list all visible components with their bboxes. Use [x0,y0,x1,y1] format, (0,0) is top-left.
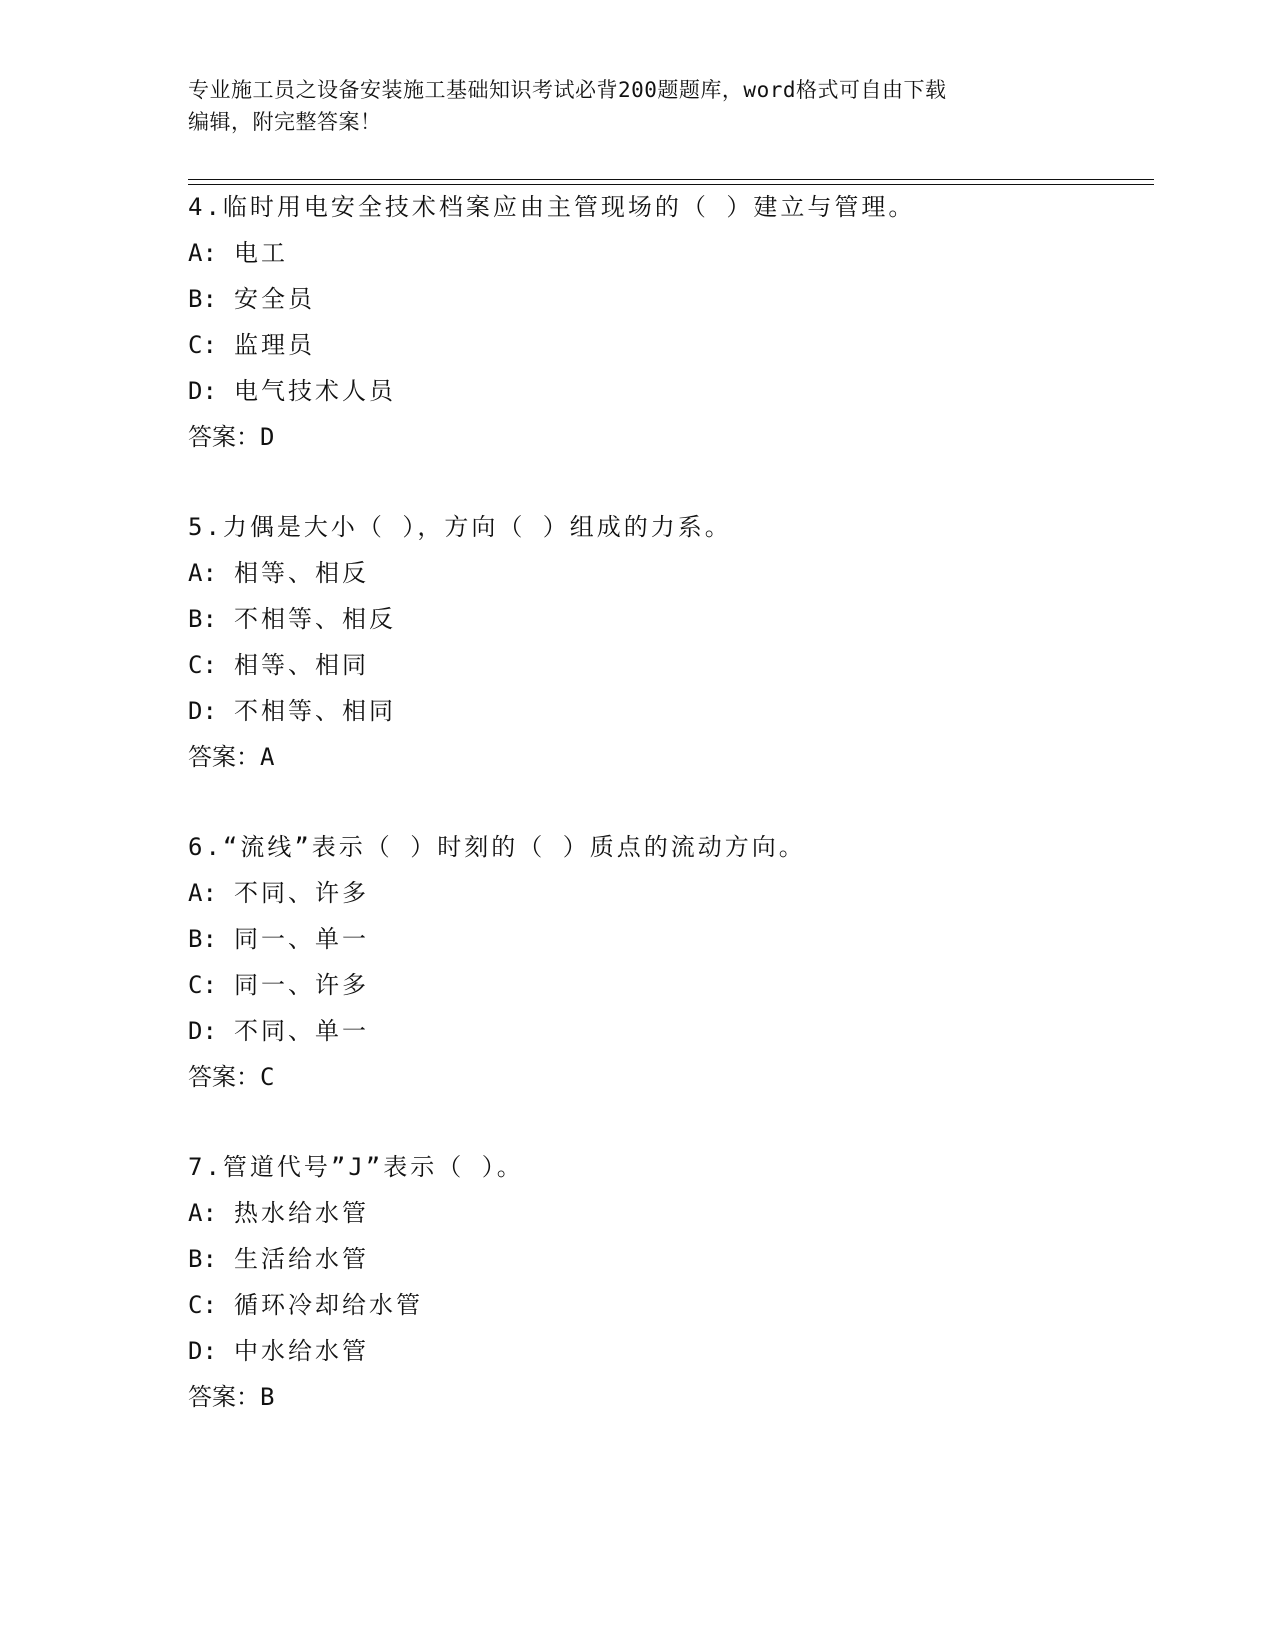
answer-line [188,1062,1168,1108]
option-a [188,1198,1168,1244]
option-text: 循环冷却给水管 [234,1291,423,1319]
option-text: 电气技术人员 [234,377,396,405]
answer-line [188,742,1168,788]
option-text: 电工 [234,239,288,267]
answer-label: 答案： [188,1383,260,1411]
answer-value: D [260,423,275,451]
header-divider-top [188,179,1154,180]
option-text: 不同、许多 [234,879,369,907]
answer-label: 答案： [188,423,260,451]
option-a [188,558,1168,604]
option-c [188,970,1168,1016]
answer-line [188,422,1168,468]
option-key: D: [188,1337,217,1365]
option-text: 不相等、相反 [234,605,396,633]
option-b [188,1244,1168,1290]
option-key: D: [188,377,217,405]
option-d [188,696,1168,742]
question-block [188,1152,1168,1428]
option-text: 相等、相反 [234,559,369,587]
option-text: 中水给水管 [234,1337,369,1365]
option-text: 不同、单一 [234,1017,369,1045]
question-title: 4.临时用电安全技术档案应由主管现场的（ ）建立与管理。 [188,193,916,221]
option-a [188,238,1168,284]
option-key: D: [188,697,217,725]
answer-value: A [260,743,275,771]
option-text: 监理员 [234,331,315,359]
header-line-1: 专业施工员之设备安装施工基础知识考试必背200题题库，word格式可自由下载 [188,78,947,102]
answer-value: B [260,1383,275,1411]
option-b [188,284,1168,330]
option-text: 热水给水管 [234,1199,369,1227]
option-text: 同一、单一 [234,925,369,953]
option-d [188,1336,1168,1382]
question-title: 5.力偶是大小（ ），方向（ ）组成的力系。 [188,513,732,541]
option-d [188,1016,1168,1062]
option-text: 生活给水管 [234,1245,369,1273]
question-block [188,512,1168,788]
option-b [188,924,1168,970]
option-key: C: [188,971,217,999]
option-key: B: [188,605,217,633]
answer-label: 答案： [188,743,260,771]
option-key: D: [188,1017,217,1045]
question-block [188,192,1168,468]
option-text: 同一、许多 [234,971,369,999]
option-key: A: [188,239,217,267]
option-key: A: [188,879,217,907]
option-key: C: [188,651,217,679]
header-divider-bottom [188,184,1154,185]
option-key: C: [188,331,217,359]
document-header [188,74,1088,138]
option-key: B: [188,925,217,953]
option-a [188,878,1168,924]
option-b [188,604,1168,650]
question-title: 6.“流线”表示（ ）时刻的（ ）质点的流动方向。 [188,833,806,861]
question-block [188,832,1168,1108]
answer-value: C [260,1063,275,1091]
option-text: 不相等、相同 [234,697,396,725]
option-key: C: [188,1291,217,1319]
option-c [188,1290,1168,1336]
option-text: 安全员 [234,285,315,313]
option-key: A: [188,559,217,587]
header-line-2: 编辑，附完整答案！ [188,110,382,134]
option-c [188,330,1168,376]
question-title: 7.管道代号”J”表示（ ）。 [188,1153,524,1181]
option-text: 相等、相同 [234,651,369,679]
answer-label: 答案： [188,1063,260,1091]
answer-line [188,1382,1168,1428]
option-key: A: [188,1199,217,1227]
option-key: B: [188,285,217,313]
option-c [188,650,1168,696]
option-key: B: [188,1245,217,1273]
option-d [188,376,1168,422]
